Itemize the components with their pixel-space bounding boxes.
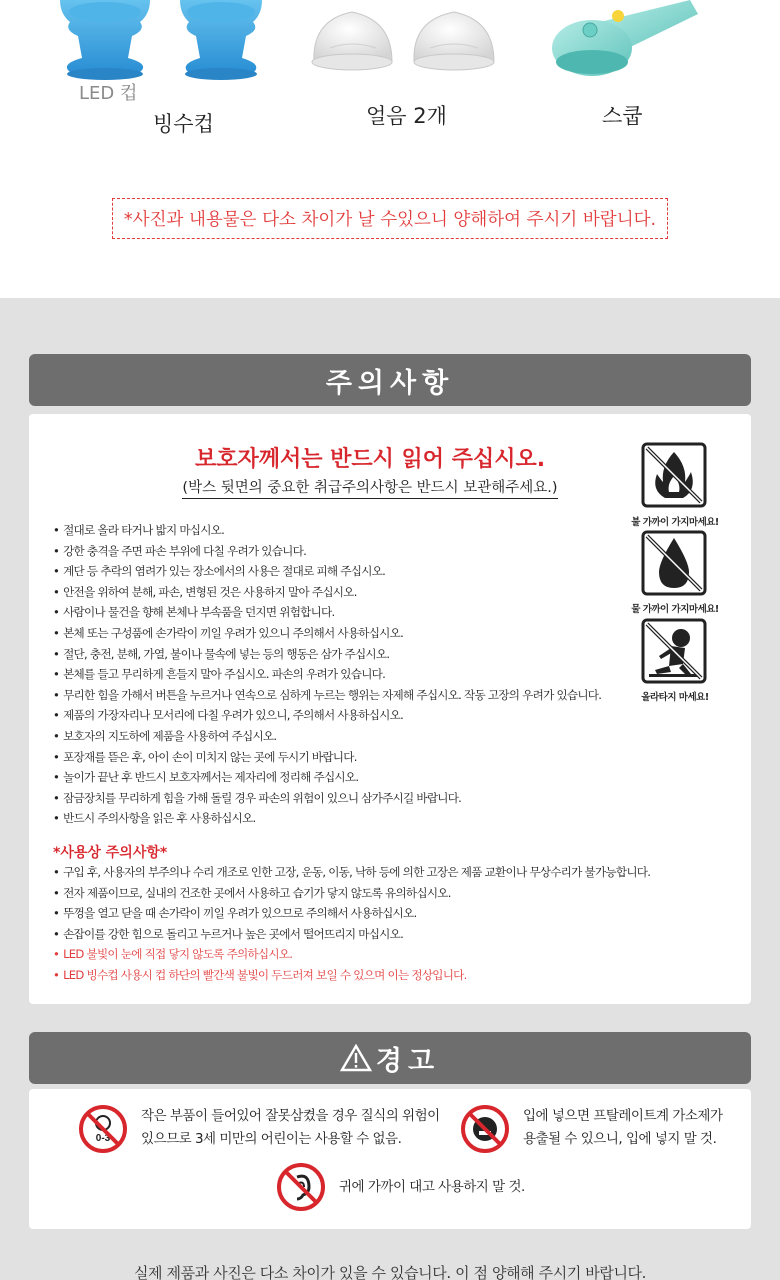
no-climbing-icon bbox=[641, 618, 707, 684]
warning-header bbox=[29, 1032, 751, 1084]
list-item: • 전자 제품이므로, 실내의 건조한 곳에서 사용하고 습기가 닿지 않도록 유의하십시오. bbox=[53, 883, 650, 904]
choking-warning-line: 작은 부품이 들어있어 잘못삼켰을 경우 질식의 위험이 bbox=[141, 1108, 440, 1124]
product-label-bingsu-cup: 빙수컵 bbox=[153, 112, 214, 136]
age-mark-text: 0-3 bbox=[95, 1133, 111, 1144]
no-water-icon bbox=[641, 530, 707, 596]
list-item: • 반드시 주의사항을 읽은 후 사용하십시오. bbox=[53, 808, 601, 829]
no-fire-icon bbox=[641, 442, 707, 508]
caution-rules-list bbox=[53, 520, 601, 829]
list-item: • 계단 등 추락의 염려가 있는 장소에서의 사용은 절대로 피해 주십시오. bbox=[53, 561, 601, 582]
caution-header: 주의사항 bbox=[29, 354, 751, 406]
list-item: • 포장재를 뜯은 후, 아이 손이 미치지 않는 곳에 두시기 바랍니다. bbox=[53, 747, 601, 768]
guardian-notice-title: 보호자께서는 반드시 읽어 주십시오. bbox=[194, 447, 546, 472]
guardian-notice-subtitle-text: (박스 뒷면의 중요한 취급주의사항은 반드시 보관해주세요.) bbox=[182, 480, 557, 499]
choking-warning-line: 있으므로 3세 미만의 어린이는 사용할 수 없음. bbox=[141, 1131, 402, 1147]
no-climbing-caption: 올라타지 마세요! bbox=[641, 692, 709, 703]
list-item: • 강한 충격을 주면 파손 부위에 다칠 우려가 있습니다. bbox=[53, 541, 601, 562]
scoop-icon bbox=[552, 0, 698, 76]
product-label-scoop: 스쿱 bbox=[602, 104, 643, 128]
ice-mold-icon bbox=[312, 12, 494, 70]
ear-warning: 귀에 가까이 대고 사용하지 말 것. bbox=[339, 1179, 525, 1195]
list-item: • 본체를 들고 무리하게 흔들지 말아 주십시오. 파손의 우려가 있습니다. bbox=[53, 664, 601, 685]
product-label-ice: 얼음 2개 bbox=[366, 104, 447, 128]
no-small-parts-icon bbox=[79, 1105, 127, 1153]
list-item: • 무리한 힘을 가해서 버튼을 누르거나 연속으로 심하게 누르는 행위는 자제해 주십시오. 작동 고장의 우려가 있습니다. bbox=[53, 685, 601, 706]
list-item: • 구입 후, 사용자의 부주의나 수리 개조로 인한 고장, 운동, 이동, 낙하 등에 의한 고장은 제품 교환이나 무상수리가 불가능합니다. bbox=[53, 862, 650, 883]
list-item: • 안전을 위하여 분해, 파손, 변형된 것은 사용하지 말아 주십시오. bbox=[53, 582, 601, 603]
usage-caution-list bbox=[53, 862, 650, 986]
phthalate-warning-line: 입에 넣으면 프탈레이트계 가소제가 bbox=[523, 1108, 723, 1124]
list-item: • 절단, 충전, 분해, 가열, 불이나 물속에 넣는 등의 행동은 삼가 주십시오. bbox=[53, 644, 601, 665]
caution-section bbox=[0, 298, 780, 1280]
phthalate-warning-line: 용출될 수 있으니, 입에 넣지 말 것. bbox=[523, 1131, 717, 1147]
warning-header-text: 경고 bbox=[375, 1045, 441, 1077]
no-water-caption: 물 가까이 가지마세요! bbox=[631, 604, 719, 615]
list-item: • 사람이나 물건을 향해 본체나 부속품을 던지면 위험합니다. bbox=[53, 602, 601, 623]
no-fire-caption: 불 가까이 가지마세요! bbox=[631, 517, 719, 528]
image-difference-notice: *사진과 내용물은 다소 차이가 날 수있으니 양해하여 주시기 바랍니다. bbox=[112, 198, 668, 239]
bingsu-cup-icon bbox=[180, 0, 262, 80]
list-item: • LED 불빛이 눈에 직접 닿지 않도록 주의하십시오. bbox=[53, 944, 650, 965]
list-item: • 제품의 가장자리나 모서리에 다칠 우려가 있으니, 주의해서 사용하십시오. bbox=[53, 705, 601, 726]
no-mouth-icon bbox=[461, 1105, 509, 1153]
list-item: • 본체 또는 구성품에 손가락이 끼일 우려가 있으니 주의해서 사용하십시오. bbox=[53, 623, 601, 644]
list-item: • 보호자의 지도하에 제품을 사용하여 주십시오. bbox=[53, 726, 601, 747]
led-cup-icon bbox=[60, 0, 150, 80]
list-item: • 놀이가 끝난 후 반드시 보호자께서는 제자리에 정리해 주십시오. bbox=[53, 767, 601, 788]
list-item: • 손잡이를 강한 힘으로 돌리고 누르거나 높은 곳에서 떨어뜨리지 마십시오. bbox=[53, 924, 650, 945]
list-item: • 절대로 올라 타거나 밟지 마십시오. bbox=[53, 520, 601, 541]
footer-notice: 실제 제품과 사진은 다소 차이가 있을 수 있습니다. 이 점 양해해 주시기 바랍니다. bbox=[133, 1264, 647, 1280]
choking-warning bbox=[141, 1105, 440, 1151]
list-item: • LED 빙수컵 사용시 컵 하단의 빨간색 불빛이 두드러져 보일 수 있으며 이는 정상입니다. bbox=[53, 965, 650, 986]
usage-caution-title: *사용상 주의사항* bbox=[53, 845, 168, 861]
caution-panel bbox=[29, 414, 751, 1004]
warning-triangle-icon bbox=[340, 1044, 372, 1072]
no-ear-icon bbox=[277, 1163, 325, 1211]
product-images bbox=[0, 0, 780, 90]
product-components bbox=[0, 0, 780, 298]
led-cup-label: LED 컵 bbox=[79, 83, 138, 104]
list-item: • 뚜껑을 열고 닫을 때 손가락이 끼일 우려가 있으므로 주의해서 사용하십시오. bbox=[53, 903, 650, 924]
list-item: • 잠금장치를 무리하게 힘을 가해 돌릴 경우 파손의 위험이 있으니 삼가주시길 바랍니다. bbox=[53, 788, 601, 809]
phthalate-warning bbox=[523, 1105, 723, 1151]
warning-panel bbox=[29, 1089, 751, 1229]
